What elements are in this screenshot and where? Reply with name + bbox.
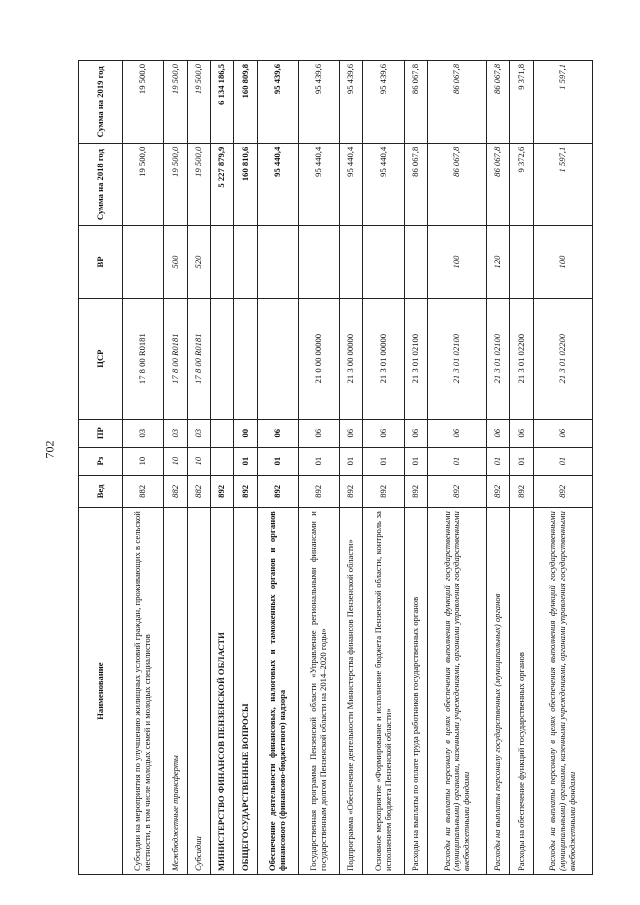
cell-sum-2019: 19 500,0	[123, 61, 164, 144]
cell-vr	[404, 226, 427, 298]
cell-sum-2019: 9 371,8	[510, 61, 533, 144]
cell-pr: 06	[404, 419, 427, 447]
cell-sum-2018: 9 372,6	[510, 143, 533, 226]
cell-pr: 06	[363, 419, 404, 447]
cell-csr	[257, 298, 298, 419]
cell-vr	[510, 226, 533, 298]
cell-sum-2018: 19 500,0	[123, 143, 164, 226]
cell-name: Государственная программа Пензенской области «Управление региональными финансами и государственным долгом Пензенской области на 2014–2020 годы»	[298, 508, 339, 875]
cell-ved: 892	[363, 475, 404, 508]
cell-sum-2019: 95 439,6	[257, 61, 298, 144]
cell-sum-2019: 86 067,8	[404, 61, 427, 144]
cell-sum-2018: 95 440,4	[363, 143, 404, 226]
cell-ved: 892	[257, 475, 298, 508]
cell-sum-2018: 95 440,4	[298, 143, 339, 226]
cell-vr: 100	[428, 226, 487, 298]
cell-vr	[340, 226, 363, 298]
cell-rz: 10	[164, 447, 187, 475]
header-csr: ЦСР	[79, 298, 123, 419]
cell-rz: 01	[404, 447, 427, 475]
cell-sum-2019: 1 597,1	[533, 61, 592, 144]
cell-name: Субсидии на мероприятия по улучшению жилищных условий граждан, проживающих в сельской местности, в том числе молодых семей и молодых специалистов	[123, 508, 164, 875]
cell-csr	[210, 298, 233, 419]
cell-rz: 10	[187, 447, 210, 475]
cell-name: Расходы на выплаты по оплате труда работников государственных органов	[404, 508, 427, 875]
cell-pr: 06	[257, 419, 298, 447]
cell-pr: 06	[487, 419, 510, 447]
cell-vr	[234, 226, 257, 298]
cell-ved: 892	[487, 475, 510, 508]
cell-rz: 01	[298, 447, 339, 475]
cell-name: Расходы на выплаты персоналу в целях обеспечения выполнения функций государственными (муниципальными) органами, казенными учреждениями, органами управления государственными внебюджетными фондами	[428, 508, 487, 875]
table-row	[234, 61, 257, 875]
cell-name: ОБЩЕГОСУДАРСТВЕННЫЕ ВОПРОСЫ	[234, 508, 257, 875]
cell-sum-2018: 19 500,0	[187, 143, 210, 226]
header-pr: ПР	[79, 419, 123, 447]
cell-csr: 21 3 01 02100	[428, 298, 487, 419]
cell-rz: 10	[123, 447, 164, 475]
cell-rz: 01	[487, 447, 510, 475]
table-row	[187, 61, 210, 875]
cell-ved: 892	[428, 475, 487, 508]
table-row	[257, 61, 298, 875]
cell-sum-2018: 86 067,8	[404, 143, 427, 226]
cell-vr: 100	[533, 226, 592, 298]
cell-ved: 892	[533, 475, 592, 508]
header-vr: ВР	[79, 226, 123, 298]
cell-sum-2019: 19 500,0	[164, 61, 187, 144]
cell-sum-2018: 5 227 879,9	[210, 143, 233, 226]
cell-name: Субсидии	[187, 508, 210, 875]
cell-csr: 21 0 00 00000	[298, 298, 339, 419]
header-ved: Вед	[79, 475, 123, 508]
cell-ved: 892	[298, 475, 339, 508]
cell-name: Межбюджетные трансферты	[164, 508, 187, 875]
cell-vr: 500	[164, 226, 187, 298]
cell-ved: 892	[340, 475, 363, 508]
page-number: 702	[42, 440, 57, 459]
table-body	[123, 61, 593, 875]
cell-vr	[210, 226, 233, 298]
cell-sum-2018: 19 500,0	[164, 143, 187, 226]
cell-ved: 882	[187, 475, 210, 508]
cell-csr: 21 3 01 02100	[404, 298, 427, 419]
cell-sum-2018: 86 067,8	[487, 143, 510, 226]
cell-csr	[234, 298, 257, 419]
cell-sum-2018: 86 067,8	[428, 143, 487, 226]
header-sum-2019: Сумма на 2019 год	[79, 61, 123, 144]
cell-rz: 01	[510, 447, 533, 475]
cell-sum-2019: 19 500,0	[187, 61, 210, 144]
cell-rz: 01	[234, 447, 257, 475]
cell-sum-2019: 86 067,8	[428, 61, 487, 144]
table-row	[123, 61, 164, 875]
header-name: Наименование	[79, 508, 123, 875]
cell-csr: 21 3 01 02200	[510, 298, 533, 419]
cell-sum-2018: 160 810,6	[234, 143, 257, 226]
cell-vr: 520	[187, 226, 210, 298]
cell-sum-2018: 95 440,4	[340, 143, 363, 226]
cell-csr: 17 8 00 R0181	[164, 298, 187, 419]
cell-sum-2019: 86 067,8	[487, 61, 510, 144]
cell-pr	[210, 419, 233, 447]
cell-ved: 892	[234, 475, 257, 508]
cell-pr: 06	[533, 419, 592, 447]
cell-ved: 892	[510, 475, 533, 508]
table-row	[298, 61, 339, 875]
cell-sum-2018: 95 440,4	[257, 143, 298, 226]
rotated-table-wrapper	[78, 60, 593, 875]
cell-pr: 06	[340, 419, 363, 447]
cell-vr	[123, 226, 164, 298]
cell-pr: 03	[187, 419, 210, 447]
cell-sum-2019: 95 439,6	[298, 61, 339, 144]
cell-pr: 03	[164, 419, 187, 447]
table-row	[363, 61, 404, 875]
cell-ved: 892	[210, 475, 233, 508]
table-row	[428, 61, 487, 875]
budget-table	[78, 60, 593, 875]
table-row	[210, 61, 233, 875]
cell-rz: 01	[533, 447, 592, 475]
cell-name: Обеспечение деятельности финансовых, налоговых и таможенных органов и органов финансового (финансово-бюджетного) надзора	[257, 508, 298, 875]
cell-csr: 17 8 00 R0181	[187, 298, 210, 419]
cell-ved: 882	[123, 475, 164, 508]
cell-csr: 21 3 00 00000	[340, 298, 363, 419]
cell-rz: 01	[257, 447, 298, 475]
cell-vr	[363, 226, 404, 298]
cell-rz: 01	[340, 447, 363, 475]
cell-csr: 21 3 01 02200	[533, 298, 592, 419]
table-row	[404, 61, 427, 875]
cell-name: Расходы на выплаты персоналу государственных (муниципальных) органов	[487, 508, 510, 875]
table-row	[510, 61, 533, 875]
cell-name: Основное мероприятие «Формирование и исполнение бюджета Пензенской области, контроль за исполнением бюджета Пензенской области»	[363, 508, 404, 875]
cell-vr	[257, 226, 298, 298]
cell-sum-2019: 6 134 186,5	[210, 61, 233, 144]
cell-vr: 120	[487, 226, 510, 298]
table-row	[487, 61, 510, 875]
cell-vr	[298, 226, 339, 298]
cell-csr: 17 8 00 R0181	[123, 298, 164, 419]
cell-pr: 06	[298, 419, 339, 447]
table-row	[340, 61, 363, 875]
cell-ved: 882	[164, 475, 187, 508]
header-sum-2018: Сумма на 2018 год	[79, 143, 123, 226]
cell-pr: 03	[123, 419, 164, 447]
cell-name: Расходы на обеспечение функций государственных органов	[510, 508, 533, 875]
cell-name: Расходы на выплаты персоналу в целях обеспечения выполнения функций государственными (муниципальными) органами, казенными учреждениями, органами управления государственными внебюджетными фондами	[533, 508, 592, 875]
table-header-row	[79, 61, 123, 875]
cell-pr: 06	[510, 419, 533, 447]
cell-sum-2019: 95 439,6	[340, 61, 363, 144]
cell-pr: 06	[428, 419, 487, 447]
cell-rz: 01	[363, 447, 404, 475]
cell-rz: 01	[428, 447, 487, 475]
cell-sum-2018: 1 597,1	[533, 143, 592, 226]
cell-csr: 21 3 01 02100	[487, 298, 510, 419]
cell-ved: 892	[404, 475, 427, 508]
cell-name: Подпрограмма «Обеспечение деятельности Министерства финансов Пензенской области»	[340, 508, 363, 875]
cell-name: МИНИСТЕРСТВО ФИНАНСОВ ПЕНЗЕНСКОЙ ОБЛАСТИ	[210, 508, 233, 875]
cell-csr: 21 3 01 00000	[363, 298, 404, 419]
header-rz: Рз	[79, 447, 123, 475]
cell-pr: 00	[234, 419, 257, 447]
cell-sum-2019: 160 809,8	[234, 61, 257, 144]
table-row	[533, 61, 592, 875]
cell-sum-2019: 95 439,6	[363, 61, 404, 144]
cell-rz	[210, 447, 233, 475]
table-row	[164, 61, 187, 875]
